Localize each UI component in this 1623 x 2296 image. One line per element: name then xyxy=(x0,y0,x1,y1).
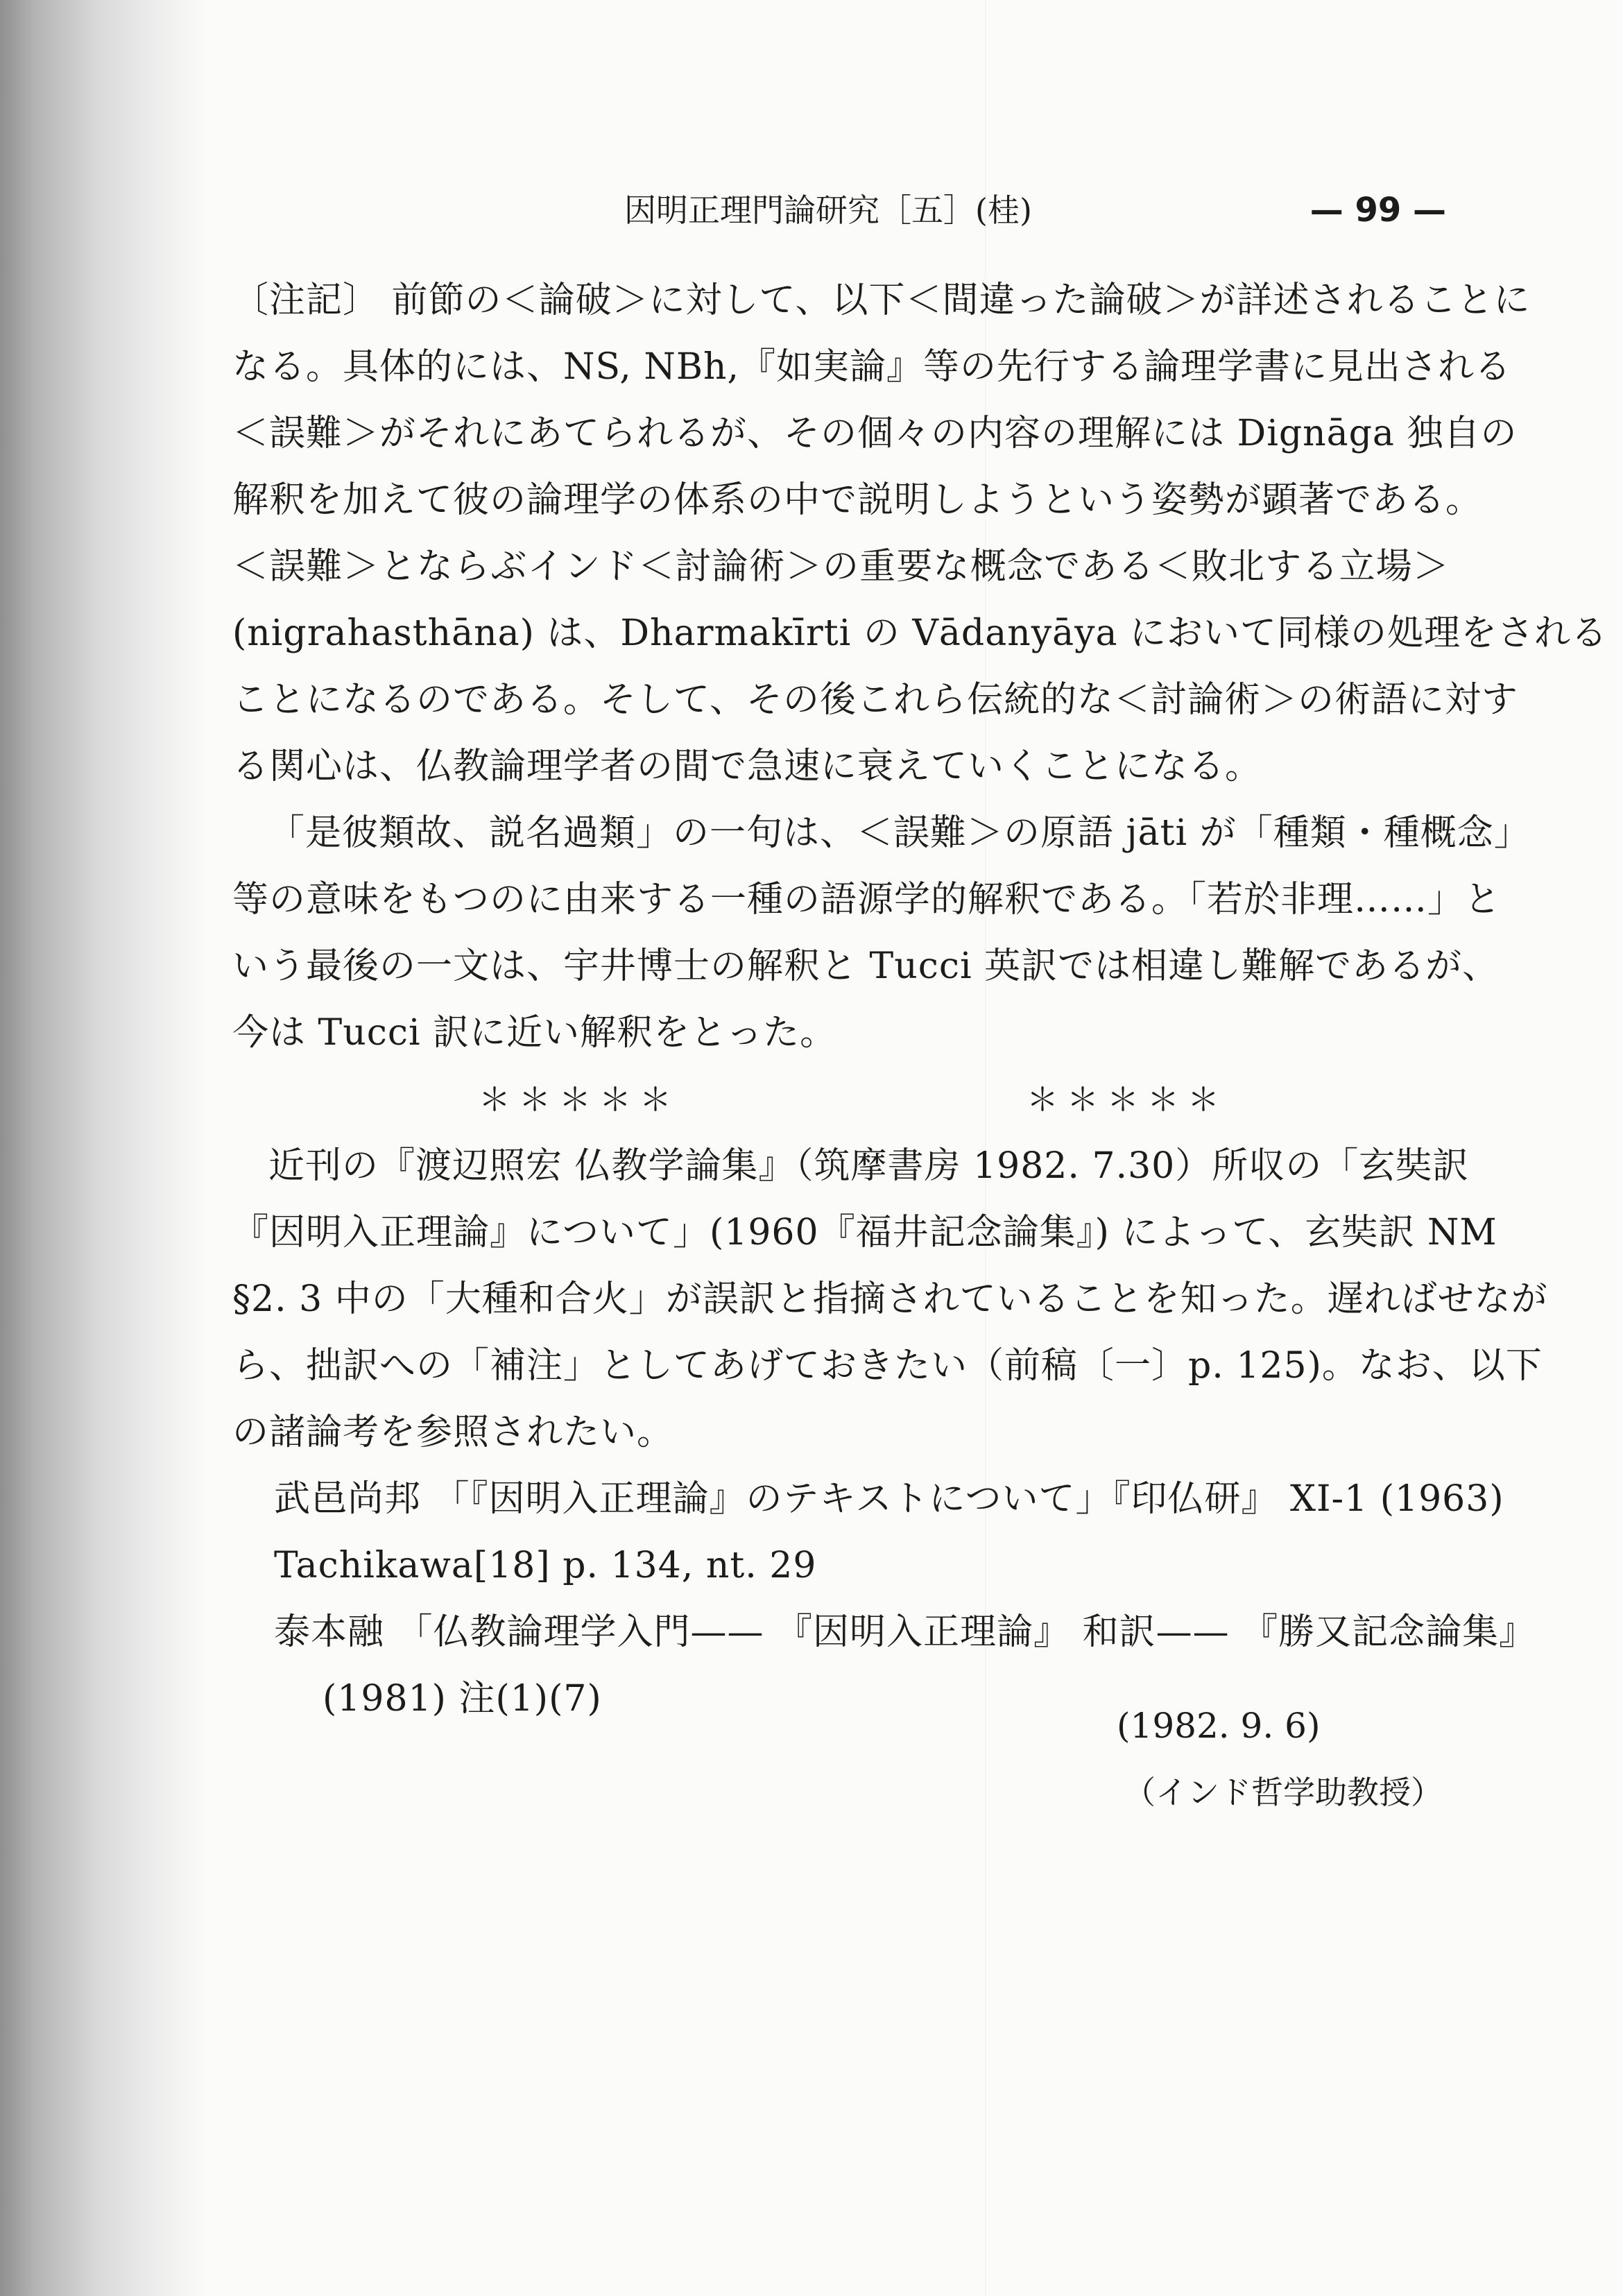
page-number: — 99 — xyxy=(1309,191,1446,230)
author-affiliation: （インド哲学助教授） xyxy=(1124,1774,1443,1811)
reference-item: Tachikawa[18] p. 134, nt. 29 xyxy=(274,1545,817,1586)
reference-item: 泰本融 「仏教論理学入門—— 『因明入正理論』 和訳—— 『勝又記念論集』 xyxy=(274,1611,1536,1653)
running-title: 因明正理門論研究［五］(桂) xyxy=(624,191,1032,229)
signature-block xyxy=(1117,1693,1463,1826)
scan-shadow xyxy=(0,0,208,2296)
signature-date: (1982. 9. 6) xyxy=(1117,1706,1321,1746)
note-line: なる。具体的には、NS, NBh,『如実論』等の先行する論理学書に見出される xyxy=(232,346,1512,388)
note-paragraph-2 xyxy=(232,800,1531,1066)
addendum-paragraph xyxy=(232,1133,1548,1466)
addendum-line: の諸論考を参照されたい。 xyxy=(232,1412,674,1453)
section-separator xyxy=(232,1066,1450,1133)
addendum-line: §2. 3 中の「大種和合火」が誤訳と指摘されていることを知った。遅ればせなが xyxy=(232,1278,1548,1320)
note-line: いう最後の一文は、宇井博士の解釈と Tucci 英訳では相違し難解であるが、 xyxy=(232,945,1500,987)
addendum-line: 『因明入正理論』について」(1960『福井記念論集』) によって、玄奘訳 NM xyxy=(232,1212,1497,1253)
separator-stars-left: ＊＊＊＊＊ xyxy=(479,1081,680,1118)
note-line: ＜誤難＞がそれにあてられるが、その個々の内容の理解には Dignāga 独自の xyxy=(232,413,1518,454)
addendum-line: ら、拙訳への「補注」としてあげておきたい（前稿〔一〕p. 125)。なお、以下 xyxy=(232,1345,1543,1387)
separator-stars-right: ＊＊＊＊＊ xyxy=(1027,1081,1228,1118)
page-header xyxy=(0,186,1623,234)
note-line: 〔注記〕 前節の＜論破＞に対して、以下＜間違った論破＞が詳述されることに xyxy=(232,280,1531,321)
note-line: 解釈を加えて彼の論理学の体系の中で説明しようという姿勢が顕著である。 xyxy=(232,479,1483,521)
note-line: る関心は、仏教論理学者の間で急速に衰えていくことになる。 xyxy=(232,746,1262,787)
reference-item-continuation: (1981) 注(1)(7) xyxy=(323,1678,602,1720)
body-text xyxy=(232,267,1608,1732)
note-line: 「是彼類故、説名過類」の一句は、＜誤難＞の原語 jāti が「種類・種概念」 xyxy=(268,812,1531,854)
addendum-line: 近刊の『渡辺照宏 仏教学論集』（筑摩書房 1982. 7.30）所収の「玄奘訳 xyxy=(268,1145,1470,1187)
note-paragraph xyxy=(232,267,1608,800)
note-line: 今は Tucci 訳に近い解釈をとった。 xyxy=(232,1012,837,1054)
note-line: 等の意味をもつのに由来する一種の語源学的解釈である。「若於非理……」と xyxy=(232,879,1502,920)
reference-item: 武邑尚邦 「『因明入正理論』のテキストについて」『印仏研』 XI-1 (1963) xyxy=(274,1478,1504,1520)
note-line: ことになるのである。そして、その後これら伝統的な＜討論術＞の術語に対す xyxy=(232,679,1518,721)
note-line: ＜誤難＞とならぶインド＜討論術＞の重要な概念である＜敗北する立場＞ xyxy=(232,546,1450,588)
note-line: (nigrahasthāna) は、Dharmakīrti の Vādanyāya において同様の処理をされる xyxy=(232,612,1608,654)
